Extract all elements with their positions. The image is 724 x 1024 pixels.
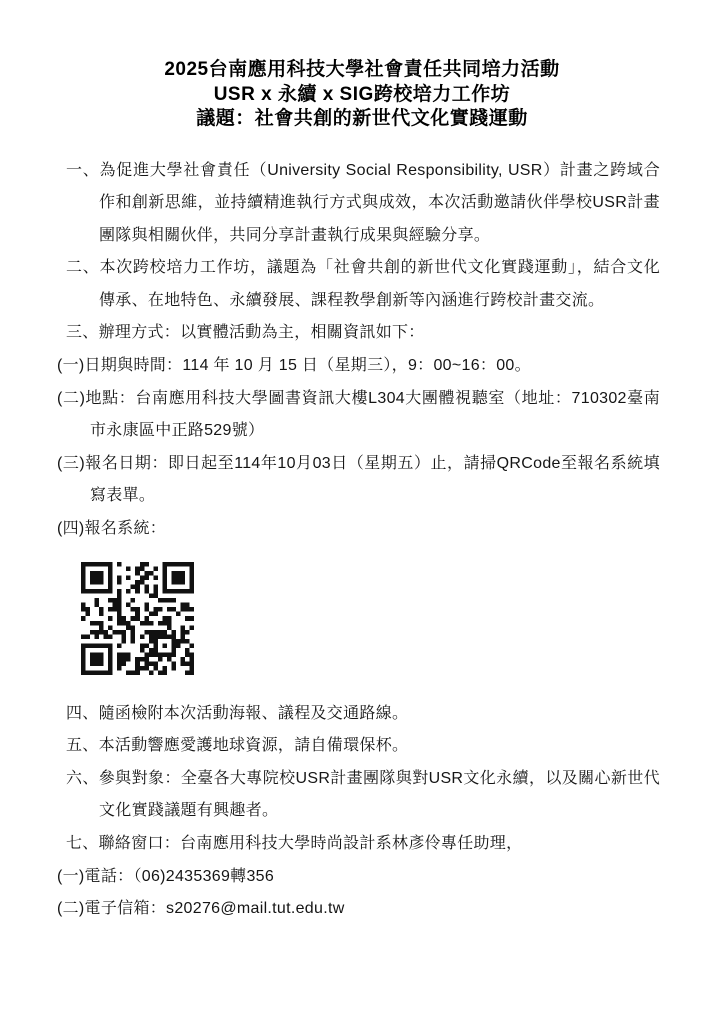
document-body: [0, 155, 724, 926]
document-title: [0, 0, 724, 132]
title-line-1: 2025台南應用科技大學社會責任共同培力活動: [164, 59, 560, 80]
list-item-3-sub-4-registration-system: (四)報名系統：: [57, 520, 167, 538]
title-line-2: USR x 永續 x SIG跨校培力工作坊: [213, 83, 511, 105]
list-item-3-sub-2-location: (二)地點：台南應用科技大學圖書資訊大樓L304大團體視聽室（地址：710302臺南市永康區中正路529號）: [57, 389, 660, 440]
list-item-4: 四、隨函檢附本次活動海報、議程及交通路線。: [66, 704, 409, 722]
list-item-5: 五、本活動響應愛護地球資源，請自備環保杯。: [66, 737, 409, 755]
list-item-7-sub-2-email: (二)電子信箱：s20276@mail.tut.edu.tw: [57, 900, 345, 918]
qr-code-icon: [81, 562, 194, 675]
list-item-1: 一、為促進大學社會責任（University Social Responsibility, USR）計畫之跨域合作和創新思維，並持續精進執行方式與成效，本次活動邀請伙伴學校USR計畫團隊與相關伙伴，共同分享計畫執行成果與經驗分享。: [66, 161, 660, 244]
list-item-6: 六、參與對象：全臺各大專院校USR計畫團隊與對USR文化永續，以及關心新世代文化實踐議題有興趣者。: [66, 769, 660, 820]
title-line-3: 議題：社會共創的新世代文化實踐運動: [196, 108, 528, 129]
list-item-3-sub-1-date-time: (一)日期與時間：114 年 10 月 15 日（星期三），9：00~16：00。: [57, 357, 531, 375]
list-item-3: 三、辦理方式：以實體活動為主，相關資訊如下：: [66, 324, 425, 342]
list-item-7-contact: 七、聯絡窗口：台南應用科技大學時尚設計系林彥伶專任助理，: [66, 835, 523, 852]
list-item-7-sub-1-phone: (一)電話：（06)2435369轉356: [57, 867, 275, 885]
list-item-3-sub-3-registration-deadline: (三)報名日期：即日起至114年10月03日（星期五）止，請掃QRCode至報名系統填寫表單。: [57, 454, 660, 505]
registration-qr-code-image: [81, 562, 194, 675]
list-item-2: 二、本次跨校培力工作坊，議題為「社會共創的新世代文化實踐運動」，結合文化傳承、在地特色、永續發展、課程教學創新等內涵進行跨校計畫交流。: [66, 259, 660, 309]
